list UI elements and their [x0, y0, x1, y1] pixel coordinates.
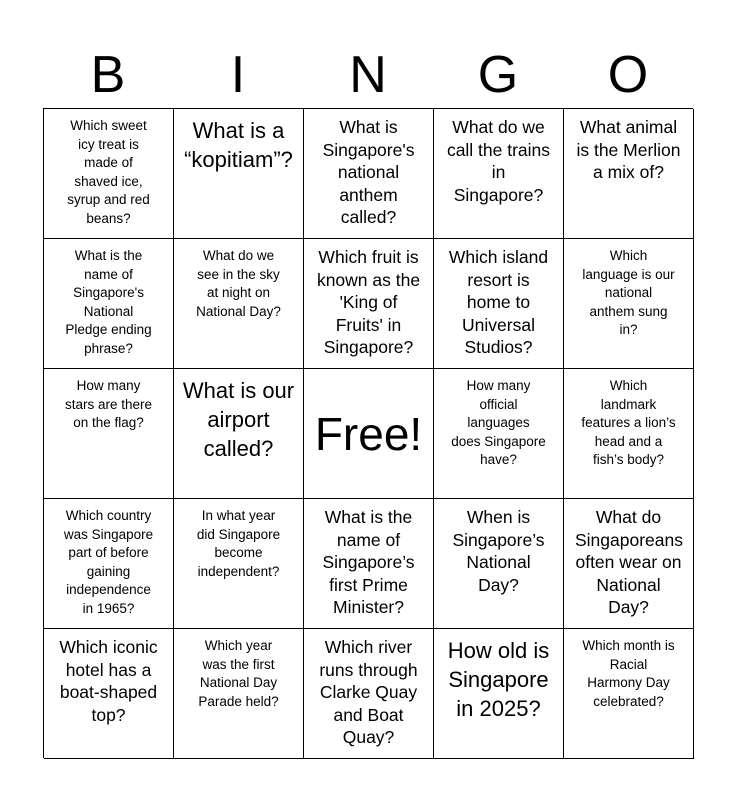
bingo-cell-r2-c4[interactable]	[434, 239, 564, 369]
bingo-cell-r5-c1[interactable]	[44, 629, 174, 759]
bingo-cell-r2-c1[interactable]	[44, 239, 174, 369]
cell-text: What is a “kopitiam”?	[184, 118, 293, 172]
bingo-cell-r3-c2[interactable]	[174, 369, 304, 499]
cell-text: How many stars are there on the flag?	[64, 378, 153, 430]
cell-text: What is the name of Singapore’s first Prime Minister?	[322, 507, 415, 617]
cell-text: What is Singapore's national anthem called?	[322, 117, 415, 227]
bingo-cell-r3-c5[interactable]	[564, 369, 694, 499]
bingo-cell-r1-c1[interactable]	[44, 109, 174, 239]
bingo-header	[43, 42, 693, 108]
header-letter-g: G	[477, 46, 519, 104]
cell-text: What animal is the Merlion a mix of?	[576, 117, 681, 182]
header-letter-b: B	[90, 46, 126, 104]
bingo-cell-r5-c2[interactable]	[174, 629, 304, 759]
cell-text: How many official languages does Singapore have?	[451, 378, 546, 467]
cell-text: Which year was the first National Day Parade held?	[198, 638, 279, 709]
cell-text: What do Singaporeans often wear on National Day?	[575, 507, 683, 617]
bingo-board	[43, 108, 693, 758]
bingo-cell-r1-c4[interactable]	[434, 109, 564, 239]
header-letter-n: N	[349, 46, 387, 104]
cell-text: Which country was Singapore part of before gaining independence in 1965?	[63, 508, 154, 616]
bingo-cell-r4-c4[interactable]	[434, 499, 564, 629]
cell-text: Which landmark features a lion’s head and a fish’s body?	[581, 378, 676, 467]
header-letter-i: I	[230, 46, 246, 104]
bingo-cell-r4-c1[interactable]	[44, 499, 174, 629]
bingo-cell-r3-c1[interactable]	[44, 369, 174, 499]
cell-text: What is the name of Singapore's National Pledge ending phrase?	[65, 248, 152, 356]
cell-text: Which iconic hotel has a boat-shaped top?	[59, 637, 158, 725]
bingo-cell-r5-c5[interactable]	[564, 629, 694, 759]
header-letter-o: O	[607, 46, 649, 104]
cell-text: How old is Singapore in 2025?	[447, 638, 550, 721]
cell-text: Which language is our national anthem sung in?	[582, 248, 675, 337]
cell-text: What do we see in the sky at night on National Day?	[196, 248, 281, 319]
bingo-cell-r4-c3[interactable]	[304, 499, 434, 629]
bingo-cell-r5-c4[interactable]	[434, 629, 564, 759]
bingo-cell-r2-c2[interactable]	[174, 239, 304, 369]
cell-text: When is Singapore’s National Day?	[452, 507, 545, 595]
bingo-cell-r2-c3[interactable]	[304, 239, 434, 369]
bingo-cell-r5-c3[interactable]	[304, 629, 434, 759]
bingo-cell-r1-c5[interactable]	[564, 109, 694, 239]
free-space-label: Free!	[314, 407, 423, 460]
cell-text: In what year did Singapore become independent?	[196, 508, 281, 579]
bingo-cell-r3-c4[interactable]	[434, 369, 564, 499]
cell-text: What is our airport called?	[182, 378, 295, 461]
cell-text: Which fruit is known as the 'King of Fruits' in Singapore?	[316, 247, 421, 357]
cell-text: What do we call the trains in Singapore?	[446, 117, 551, 205]
cell-text: Which month is Racial Harmony Day celebrated?	[582, 638, 675, 709]
bingo-cell-r4-c5[interactable]	[564, 499, 694, 629]
bingo-cell-r4-c2[interactable]	[174, 499, 304, 629]
bingo-cell-r2-c5[interactable]	[564, 239, 694, 369]
cell-text: Which island resort is home to Universal Studios?	[448, 247, 549, 357]
cell-text: Which river runs through Clarke Quay and Boat Quay?	[319, 637, 418, 747]
cell-text: Which sweet icy treat is made of shaved ice, syrup and red beans?	[67, 118, 150, 226]
bingo-cell-free[interactable]	[304, 369, 434, 499]
bingo-cell-r1-c2[interactable]	[174, 109, 304, 239]
bingo-cell-r1-c3[interactable]	[304, 109, 434, 239]
